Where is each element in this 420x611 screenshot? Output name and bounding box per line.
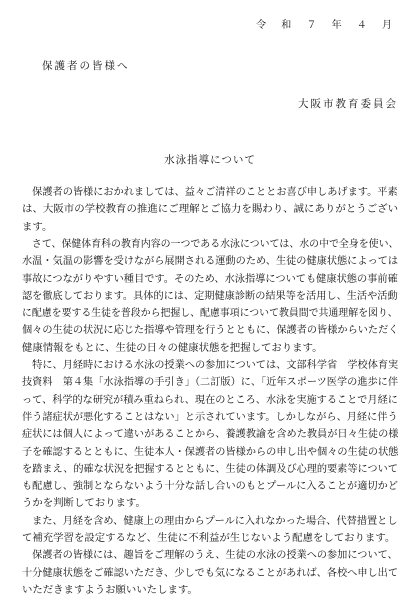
- body-text-line: 保護者の皆様には、趣旨をご理解のうえ、生徒の水泳の授業への参加について、: [22, 549, 398, 561]
- body-text-line: に配慮を要する生徒を普段から把握し、配慮事項について教員間で共通理解を図り、: [22, 307, 398, 319]
- body-text-line: って、科学的な研究が積み重ねられ、現在のところ、水泳を実施することで月経に: [22, 394, 398, 406]
- body-text-line: ます。: [22, 221, 53, 233]
- addressee-line: 保護者の皆様へ: [42, 60, 130, 72]
- body-text-line: 事故につながりやすい種目です。そのため、水泳指導についても健康状態の事前確: [22, 273, 398, 285]
- document-title: 水泳指導について: [164, 154, 256, 166]
- body-text-line: 技資料 第４集「水泳指導の手引き」（二訂版）に、「近年スポーツ医学の進歩に伴: [22, 376, 399, 388]
- body-text-line: て補充学習を設定するなど、生徒に不利益が生じないよう配慮をしております。: [22, 532, 396, 544]
- body-text-line: は、大阪市の学校教育の推進にご理解とご協力を賜わり、誠にありがとうござい: [22, 203, 399, 215]
- body-text-line: 特に、月経時における水泳の授業への参加については、文部科学省 学校体育実: [22, 359, 399, 371]
- body-text-line: 保護者の皆様におかれましては、益々ご清祥のこととお喜び申しあげます。平素: [22, 186, 398, 198]
- body-text-line: 認を徹底しております。具体的には、定期健康診断の結果等を活用し、生活や活動: [22, 290, 398, 302]
- body-text-line: 十分健康状態をご確認いただき、少しでも気になることがあれば、各校へ申し出て: [22, 567, 399, 579]
- body-text-line: を踏まえ、的確な状況を把握するとともに、生徒の体調及び心理的要素等について: [22, 463, 398, 475]
- body-text-line: 伴う諸症状が悪化することはない」と示されています。しかしながら、月経に伴う: [22, 411, 398, 423]
- body-text-line: いただきますようお願いいたします。: [22, 584, 198, 596]
- body-text-line: 健康情報をもとに、生徒の日々の健康状態を把握しております。: [22, 342, 323, 354]
- body-text-line: 症状には個人によって違いがあることから、養護教諭を含めた教員が日々生徒の様: [22, 428, 399, 440]
- body-text-line: 水温・気温の影響を受けながら展開される運動のため、生徒の健康状態によっては: [22, 255, 399, 267]
- body-text-line: うかを判断しております。: [22, 497, 146, 509]
- body-text-line: また、月経を含め、健康上の理由からプールに入れなかった場合、代替措置とし: [22, 515, 398, 527]
- sender-name: 大阪市教育委員会: [298, 98, 398, 110]
- document-date: 令 和 ７ 年 ４ 月: [256, 20, 398, 31]
- body-text-line: も配慮し、強制とならないよう十分な話し合いのもとプールに入ることが適切かど: [22, 480, 398, 492]
- body-text-line: 子を確認するとともに、生徒本人・保護者の皆様からの申し出や個々の生徒の状態: [22, 446, 399, 458]
- body-text-line: 個々の生徒の状況に応じた指導や管理を行うとともに、保護者の皆様からいただく: [22, 324, 399, 336]
- body-text-line: さて、保健体育科の教育内容の一つである水泳については、水の中で全身を使い、: [22, 238, 399, 250]
